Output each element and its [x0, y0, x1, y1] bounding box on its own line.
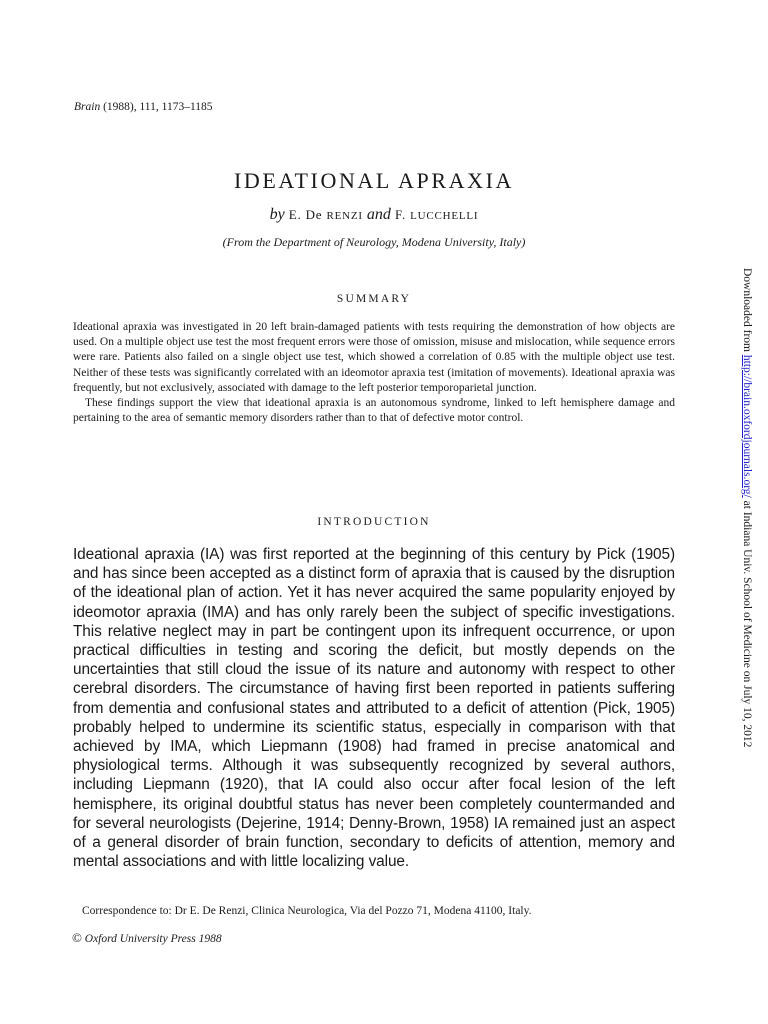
summary-section: [73, 320, 675, 426]
citation-details: (1988), 111, 1173–1185: [103, 101, 213, 113]
summary-paragraph-1: Ideational apraxia was investigated in 20 left brain-damaged patients with tests requiring the demonstration of how objects are used. On a multiple object use test the most frequent errors were those of omission, misuse and mislocation, while sequence errors were rare. Patients also failed on a single object use test, which showed a correlation of 0.85 with the multiple object use test. Neither of these tests was significantly correlated with an ideomotor apraxia test (imitation of movements). Ideational apraxia was frequently, but not exclusively, associated with damage to the left posterior temporoparietal junction.: [73, 321, 675, 394]
affiliation: (From the Department of Neurology, Modena University, Italy): [222, 235, 526, 249]
copyright-line: [72, 930, 222, 946]
author2-surname: LUCCHELLI: [410, 210, 479, 222]
summary-heading: SUMMARY: [336, 293, 412, 305]
author1-surname: RENZI: [326, 210, 363, 222]
byline-by: by: [269, 206, 285, 223]
author2-initial: F.: [394, 207, 407, 222]
download-sidebar: [733, 268, 757, 768]
copyright-icon: ©: [72, 930, 82, 945]
byline-and: and: [366, 206, 391, 223]
summary-paragraph-2: These findings support the view that ideational apraxia is an autonomous syndrome, linked to left hemisphere damage and pertaining to the area of semantic memory disorders rather than to that of defective motor control.: [73, 397, 675, 425]
copyright-text: Oxford University Press 1988: [84, 933, 222, 945]
author1-initial: E. De: [288, 207, 323, 222]
journal-citation: [74, 101, 213, 113]
introduction-section: [73, 545, 675, 871]
author-byline: [0, 206, 748, 224]
download-prefix: Downloaded from: [741, 268, 753, 355]
journal-name: Brain: [74, 101, 101, 113]
download-notice: [741, 268, 753, 768]
introduction-heading: INTRODUCTION: [317, 516, 431, 528]
article-title: IDEATIONAL APRAXIA: [233, 168, 515, 193]
download-suffix: at Indiana Univ. School of Medicine on July 10, 2012: [741, 497, 753, 748]
correspondence-footnote: Correspondence to: Dr E. De Renzi, Clinica Neurologica, Via del Pozzo 71, Modena 41100, Italy.: [82, 905, 532, 917]
journal-site-link[interactable]: http://brain.oxfordjournals.org/: [741, 354, 753, 498]
introduction-paragraph: Ideational apraxia (IA) was first reported at the beginning of this century by Pick (1905) and has since been accepted as a distinct form of apraxia that is caused by the disruption of the ideational plan of action. Yet it has never acquired the same popularity enjoyed by ideomotor apraxia (IMA) and has only rarely been the subject of specific investigations. This relative neglect may in part be contingent upon its infrequent occurrence, or upon practical difficulties in testing and scoring the deficit, but mostly depends on the uncertainties that still cloud the issue of its nature and autonomy with respect to other cerebral disorders. The circumstance of having first been reported in patients suffering from dementia and confusional states and attributed to a deficit of attention (Pick, 1905) probably helped to undermine its scientific status, especially in comparison with that achieved by IMA, which Liepmann (1908) had framed in precise anatomical and physiological terms. Although it was subsequently recognized by several authors, including Liepmann (1920), that IA could also occur after focal lesion of the left hemisphere, its original doubtful status has never been completely countermanded and for several neurologists (Dejerine, 1914; Denny-Brown, 1958) IA remained just an aspect of a general disorder of brain function, secondary to deficits of attention, memory and mental associations and with little localizing value.: [73, 546, 675, 871]
